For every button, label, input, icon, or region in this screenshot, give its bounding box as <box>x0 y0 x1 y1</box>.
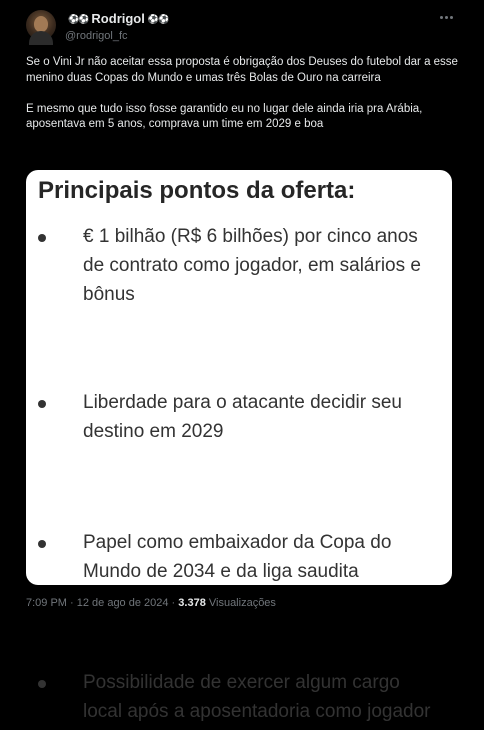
dot <box>450 16 453 19</box>
avatar[interactable] <box>26 10 56 40</box>
bullet-dot <box>38 680 46 688</box>
views-label: Visualizações <box>205 597 276 609</box>
bullet-dot <box>38 540 46 548</box>
avatar-body <box>29 31 53 45</box>
more-options-icon[interactable] <box>437 10 455 24</box>
views-count: 3.378 <box>178 597 206 609</box>
timestamp[interactable]: 7:09 PM · 12 de ago de 2024 · <box>26 597 179 609</box>
soccer-ball-icon: ⚽⚽ <box>68 14 89 24</box>
bullet-item <box>26 388 452 450</box>
author-handle[interactable]: @rodrigol_fc <box>65 30 128 42</box>
dot <box>445 16 448 19</box>
bullet-text: € 1 bilhão (R$ 6 bilhões) por cinco anos de contrato como jogador, em salários e bônus <box>83 226 421 305</box>
bullet-item <box>26 528 452 590</box>
bullet-dot <box>38 234 46 242</box>
tweet-paragraph: Se o Vini Jr não aceitar essa proposta é obrigação dos Deuses do futebol dar a esse menino duas Copas do Mundo e umas três Bolas de Ouro na carreira <box>26 56 458 84</box>
author-name[interactable]: Rodrigol <box>91 11 145 26</box>
author-name-row[interactable] <box>65 11 171 27</box>
tweet-text <box>26 55 466 133</box>
tweet-metadata <box>26 596 276 610</box>
bullet-item <box>26 222 452 305</box>
bullet-dot <box>38 400 46 408</box>
bullet-text: Possibilidade de exercer algum cargo local após a aposentadoria como jogador <box>83 672 431 722</box>
bullet-text: Liberdade para o atacante decidir seu destino em 2029 <box>83 392 403 442</box>
avatar-face <box>34 16 48 32</box>
bullet-item <box>26 668 452 730</box>
tweet-paragraph: E mesmo que tudo isso fosse garantido eu no lugar dele ainda iria pra Arábia, aposentava em 5 anos, comprava um time em 2029 e boa <box>26 102 423 130</box>
bullet-text: Papel como embaixador da Copa do Mundo de 2034 e da liga saudita <box>83 532 392 582</box>
tweet-header <box>65 11 171 43</box>
soccer-ball-icon: ⚽⚽ <box>147 14 169 24</box>
image-title: Principais pontos da oferta: <box>38 177 356 204</box>
dot <box>440 16 443 19</box>
